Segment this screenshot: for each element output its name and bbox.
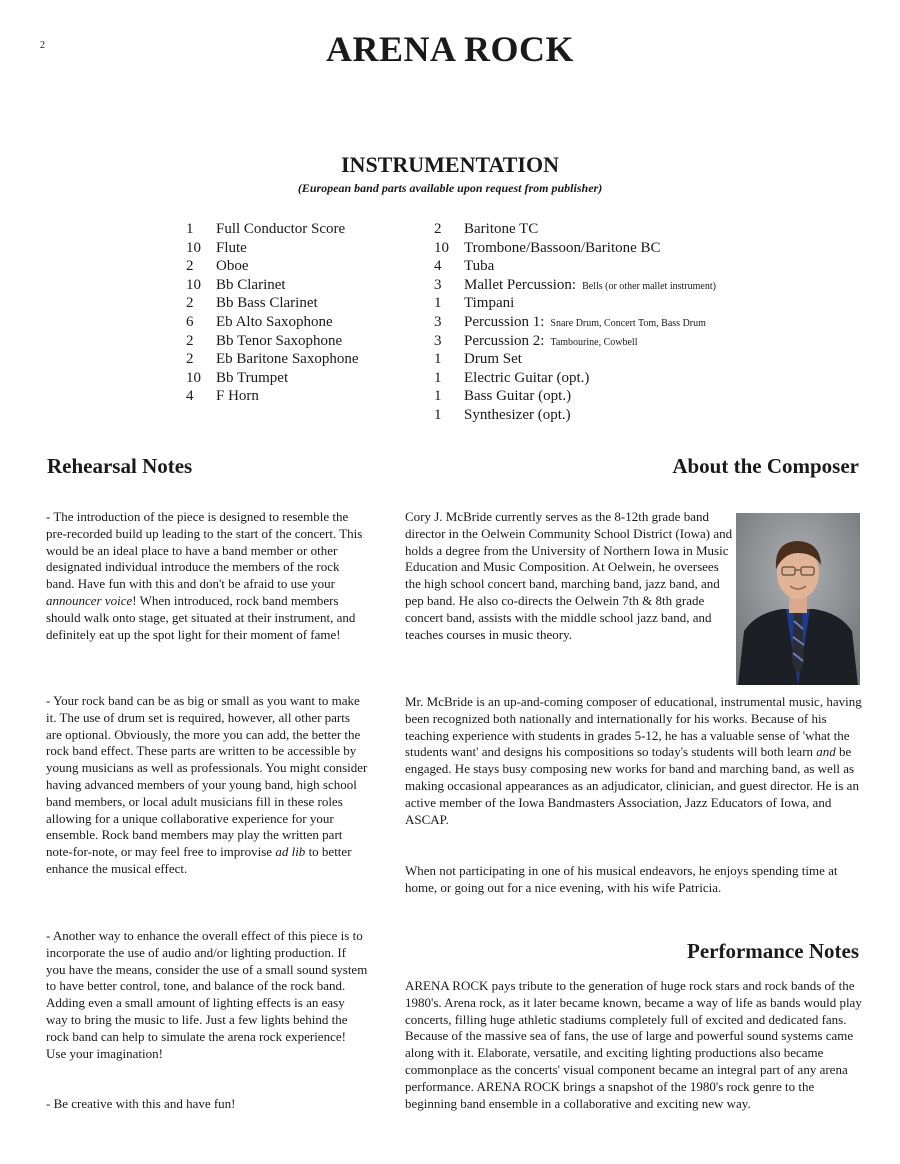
instrument-name: Tuba <box>464 258 495 275</box>
instrument-item <box>186 276 358 295</box>
text-run: - The introduction of the piece is designed to resemble the pre-recorded build up leading to the start of the concert. This would be an ideal place to have a band member or other designated individual introduce the members of the rock band. Have fun with this and don't be afraid to use your <box>46 509 363 592</box>
page-number: 2 <box>40 40 45 51</box>
instrument-name: Percussion 2: <box>464 332 545 349</box>
instrument-name: Bb Bass Clarinet <box>216 295 318 312</box>
instrument-item <box>434 350 716 369</box>
instrument-name: Oboe <box>216 258 249 275</box>
instrument-item <box>186 332 358 351</box>
instrument-qty: 3 <box>434 313 442 330</box>
instrumentation-subheading: (European band parts available upon request from publisher) <box>297 181 603 195</box>
rehearsal-paragraph-4: - Be creative with this and have fun! <box>46 1096 236 1111</box>
instrument-name: Trombone/Bassoon/Baritone BC <box>464 239 661 256</box>
instrument-qty: 3 <box>434 276 442 293</box>
instrument-qty: 1 <box>434 388 442 405</box>
text-run: Mr. McBride is an up-and-coming composer of educational, instrumental music, having been recognized both nationally and internationally for his works. Because of his teaching experience with students in grades 5-12, he has a valuable sense of 'what the students want' and designs his compositions so today's students will both learn <box>405 694 862 760</box>
instrument-qty: 2 <box>186 258 194 275</box>
about-paragraph-2 <box>405 694 867 828</box>
rehearsal-notes-heading: Rehearsal Notes <box>47 454 193 478</box>
instrument-item <box>186 220 358 239</box>
instrument-qty: 1 <box>434 369 442 386</box>
page-title: ARENA ROCK <box>325 29 575 69</box>
instrument-item <box>434 239 716 258</box>
instrument-note: Bells (or other mallet instrument) <box>582 280 716 292</box>
instrument-item <box>434 406 716 425</box>
instrument-name: F Horn <box>216 388 259 405</box>
instrument-item <box>434 220 716 239</box>
instrument-item <box>434 276 716 295</box>
instrument-qty: 10 <box>434 239 449 256</box>
instrument-name: Eb Baritone Saxophone <box>216 351 359 368</box>
instrument-qty: 4 <box>434 258 442 275</box>
instrument-name: Percussion 1: <box>464 313 545 330</box>
instrument-item <box>434 294 716 313</box>
instrument-qty: 10 <box>186 239 201 256</box>
rehearsal-paragraph-2 <box>46 693 368 878</box>
instrument-name: Baritone TC <box>464 221 539 237</box>
instrument-item <box>186 257 358 276</box>
rehearsal-paragraph-3: - Another way to enhance the overall effect of this piece is to incorporate the use of audio and/or lighting production. If you have the means, consider the use of a small sound system to have better control, tone, and balance of the rock band. Adding even a small amount of lighting effects is an easy way to bring the music to life. Just a few lights behind the rock band can help to simulate the arena rock experience! Use your imagination! <box>46 928 368 1061</box>
instrument-item <box>434 257 716 276</box>
text-run: to better enhance the musical effect. <box>46 844 352 876</box>
instrument-item <box>186 387 358 406</box>
text-run: ! When introduced, rock band members should walk onto stage, get situated at their instrument, and definitely eat up the spot light for their moment of fame! <box>46 592 356 642</box>
performance-notes-heading: Performance Notes <box>687 939 859 963</box>
about-paragraph-3: When not participating in one of his musical endeavors, he enjoys spending time at home, or going out for a nice evening, with his wife Patricia. <box>405 863 838 895</box>
instrument-name: Electric Guitar (opt.) <box>464 369 590 386</box>
instrument-item <box>186 350 358 369</box>
instrument-name: Bass Guitar (opt.) <box>464 388 572 405</box>
instrument-item <box>434 369 716 388</box>
instrumentation-list-left <box>186 220 358 406</box>
text-run: be engaged. He stays busy composing new works for band and marching band, as well as making occasional appearances as an adjudicator, clinician, and guest director. He is an active member of the Iowa Bandmasters Association, Jazz Educators of Iowa, and ASCAP. <box>405 744 859 827</box>
instrument-item <box>434 313 716 332</box>
instrument-qty: 4 <box>186 388 194 405</box>
instrument-name: Full Conductor Score <box>216 221 346 237</box>
instrument-item <box>186 369 358 388</box>
instrument-qty: 10 <box>186 276 201 293</box>
instrument-note: Tambourine, Cowbell <box>550 336 638 348</box>
text-run: - Your rock band can be as big or small as you want to make it. The use of drum set is required, however, all other parts are optional. Obviously, the more you can add, the better the rock band effect. These parts are written to be accessible by young musicians as well as professionals. You might consider having advanced members of your young band, high school band members, or local adult musicians fill in these roles allowing for a unique collaborative experience for your ensemble. Rock band members may play the written part note-for-note, or may feel free to improvise <box>46 693 368 860</box>
instrument-qty: 1 <box>434 295 442 312</box>
emphasis-text: and <box>816 744 836 760</box>
instrument-item <box>434 387 716 406</box>
instrument-qty: 3 <box>434 332 442 349</box>
instrument-name: Bb Trumpet <box>216 369 289 386</box>
instrument-item <box>186 239 358 258</box>
performance-paragraph: ARENA ROCK pays tribute to the generation of huge rock stars and rock bands of the 1980's. Arena rock, as it later became known, became a way of life as bands would play concerts, filling huge athletic stadiums completely full of excited and dedicated fans. Because of the massive sea of fans, the use of large and powerful sound systems came along with it. Elaborate, versatile, and exciting lighting productions also became commonplace as the concerts' visual component became an integral part of any arena performance. ARENA ROCK brings a snapshot of the 1980's rock genre to the beginning band ensemble in a collaborative and exciting new way. <box>405 978 862 1111</box>
instrument-qty: 2 <box>434 221 442 237</box>
instrument-item <box>186 294 358 313</box>
instrument-item <box>186 313 358 332</box>
instrument-name: Timpani <box>464 295 515 312</box>
instrument-note: Snare Drum, Concert Tom, Bass Drum <box>550 317 706 329</box>
emphasis-text: announcer voice <box>46 592 133 608</box>
emphasis-text: ad lib <box>275 844 306 860</box>
instrument-qty: 2 <box>186 351 194 368</box>
instrument-name: Flute <box>216 239 247 256</box>
instrument-name: Bb Tenor Saxophone <box>216 332 343 349</box>
about-paragraph-1: Cory J. McBride currently serves as the 8-12th grade band director in the Oelwein Community School District (Iowa) and holds a degree from the University of Northern Iowa in Music Education and Music Composition. At Oelwein, he oversees the high school concert band, marching band, jazz band, and pep band. He also co-directs the Oelwein 7th & 8th grade concert band, assists with the middle school jazz band, and teaches courses in music theory. <box>405 509 733 642</box>
composer-photo <box>736 513 860 685</box>
instrument-qty: 6 <box>186 313 194 330</box>
instrument-qty: 10 <box>186 369 201 386</box>
instrument-qty: 1 <box>434 351 442 368</box>
instrument-name: Drum Set <box>464 351 522 368</box>
instrumentation-heading: INSTRUMENTATION <box>341 152 559 177</box>
instrument-name: Mallet Percussion: <box>464 276 577 293</box>
instrument-item <box>434 332 716 351</box>
instrument-qty: 1 <box>186 221 194 237</box>
instrumentation-list-right <box>434 220 716 425</box>
rehearsal-paragraph-1 <box>46 509 368 643</box>
instrument-name: Bb Clarinet <box>216 276 286 293</box>
about-composer-heading: About the Composer <box>672 454 859 478</box>
instrument-name: Synthesizer (opt.) <box>464 406 571 423</box>
instrument-name: Eb Alto Saxophone <box>216 313 333 330</box>
instrument-qty: 1 <box>434 406 442 423</box>
instrument-qty: 2 <box>186 332 194 349</box>
instrument-qty: 2 <box>186 295 194 312</box>
